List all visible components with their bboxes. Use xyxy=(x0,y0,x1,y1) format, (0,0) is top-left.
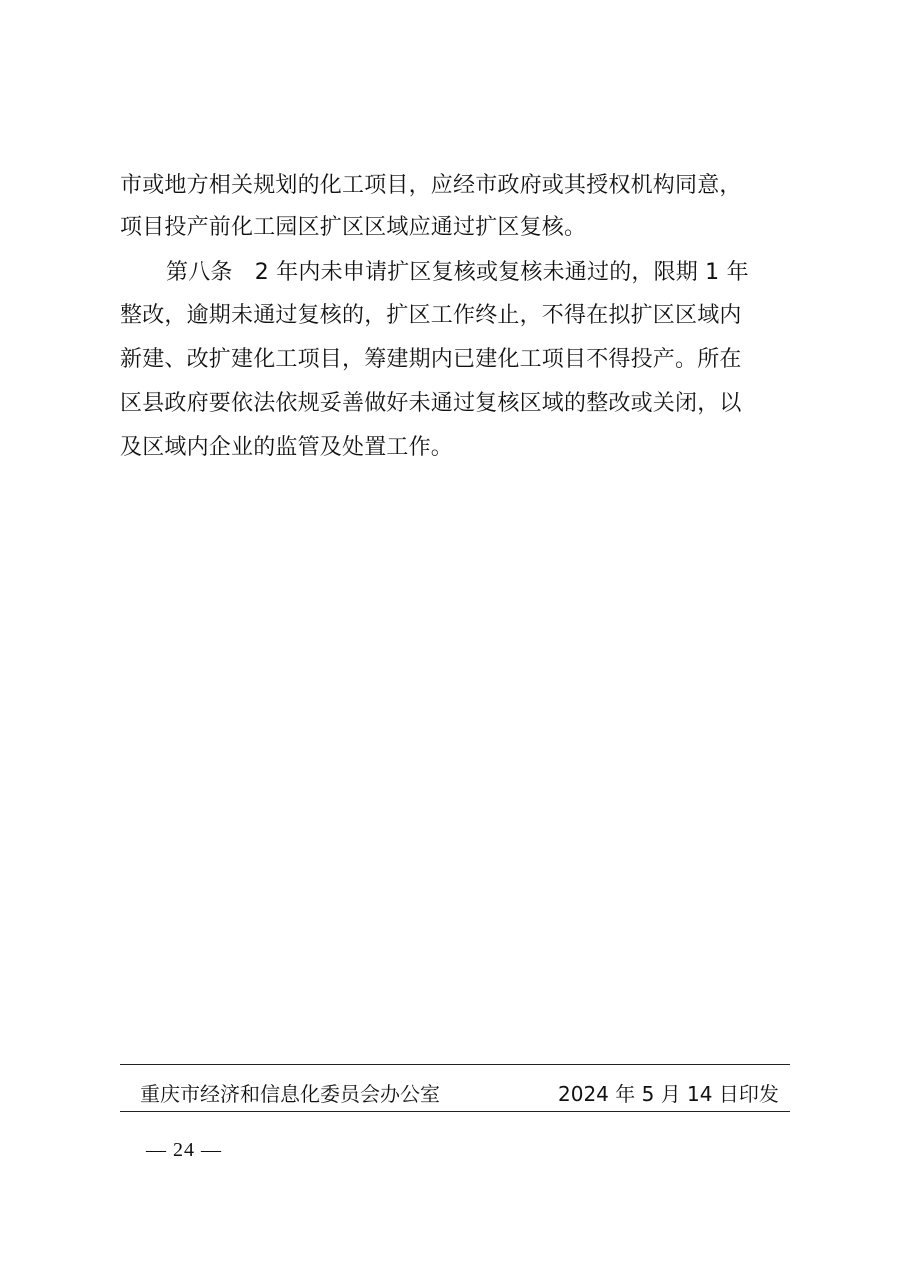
body-line-4: 整改，逾期未通过复核的，扩区工作终止，不得在拟扩区区域内 xyxy=(120,303,742,328)
page-number: — 24 — xyxy=(146,1139,222,1161)
body-line-7: 及区域内企业的监管及处置工作。 xyxy=(120,435,454,460)
body-line-6: 区县政府要依法依规妥善做好未通过复核区域的整改或关闭，以 xyxy=(120,391,742,416)
body-line-5: 新建、改扩建化工项目，筹建期内已建化工项目不得投产。所在 xyxy=(120,347,742,372)
footer-bottom-rule xyxy=(120,1111,790,1112)
article-8-heading-line: 第八条 2 年内未申请扩区复核或复核未通过的，限期 1 年 xyxy=(166,260,749,285)
body-line-1: 市或地方相关规划的化工项目，应经市政府或其授权机构同意， xyxy=(120,173,742,198)
issue-date: 2024 年 5 月 14 日印发 xyxy=(558,1082,779,1106)
issuer-name: 重庆市经济和信息化委员会办公室 xyxy=(140,1082,440,1106)
footer-top-rule xyxy=(120,1064,790,1065)
body-line-2: 项目投产前化工园区扩区区域应通过扩区复核。 xyxy=(120,215,587,240)
